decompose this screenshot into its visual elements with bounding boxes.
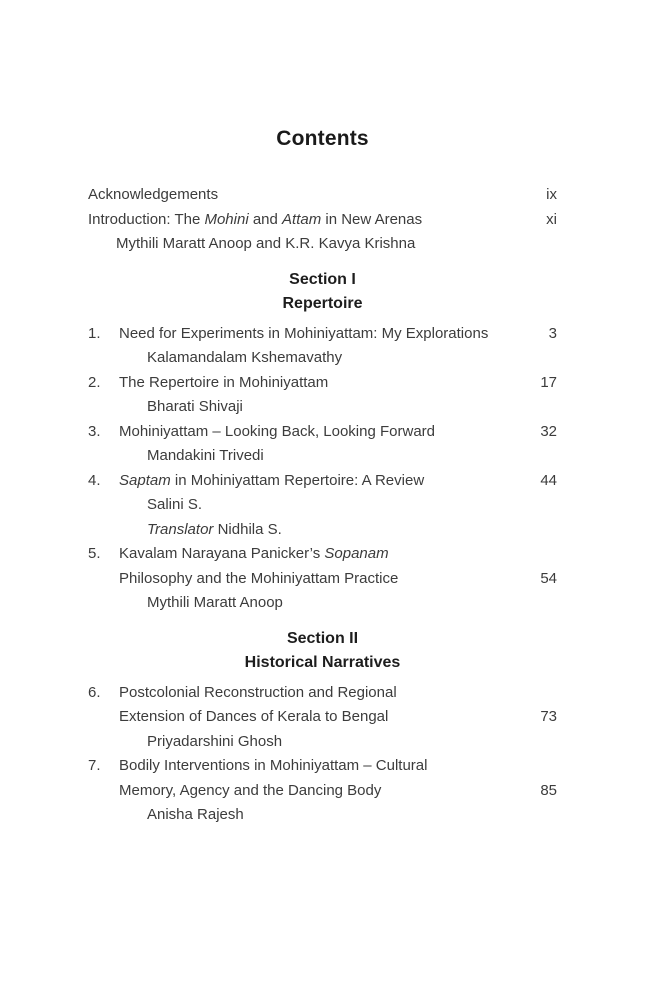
entry-title-line2: Extension of Dances of Kerala to Bengal	[119, 708, 389, 725]
entry-title: The Repertoire in Mohiniyattam	[119, 373, 329, 391]
toc-entry-introduction	[88, 208, 557, 233]
author-line	[88, 444, 557, 469]
entry-title-line2: Memory, Agency and the Dancing Body	[119, 781, 382, 799]
author-line	[88, 803, 557, 828]
toc-entry	[88, 542, 557, 567]
translator-names	[119, 518, 557, 543]
author-names: Mythili Maratt Anoop	[147, 594, 283, 611]
entry-title: Mohiniyattam – Looking Back, Looking Forward	[119, 422, 435, 440]
title-run: and	[248, 210, 283, 228]
page-number: xi	[546, 210, 557, 228]
title-run: in Mohiniyattam Repertoire: A Review	[170, 471, 425, 489]
toc-entry-acknowledgements	[88, 183, 557, 208]
entry-title: Postcolonial Reconstruction and Regional	[119, 683, 397, 701]
author-line	[88, 591, 557, 616]
translator-label: Translator	[147, 520, 214, 538]
toc-entry-continuation	[88, 779, 557, 804]
translator-line	[88, 518, 557, 543]
toc-entry	[88, 754, 557, 779]
translator-name: Nidhila S.	[213, 520, 282, 538]
author-names: Bharati Shivaji	[147, 398, 243, 415]
entry-number: 4.	[88, 471, 101, 489]
author-names: Priyadarshini Ghosh	[147, 732, 283, 750]
entry-number: 1.	[88, 324, 101, 342]
page-number: 17	[540, 373, 557, 391]
author-line	[88, 232, 557, 257]
entry-number: 6.	[88, 683, 101, 701]
page-number: 54	[540, 569, 557, 587]
entry-number: 7.	[88, 757, 101, 774]
author-names: Mythili Maratt Anoop and K.R. Kavya Krishna	[116, 235, 416, 252]
page-number: 85	[540, 781, 557, 799]
entry-number: 5.	[88, 545, 101, 562]
page-number: 44	[540, 471, 557, 489]
toc-entry	[88, 420, 557, 445]
author-names: Kalamandalam Kshemavathy	[147, 349, 343, 366]
toc-entry	[88, 371, 557, 396]
title-run: in New Arenas	[321, 210, 423, 228]
toc-entry	[88, 322, 557, 347]
title-run-italic: Sopanam	[324, 545, 389, 562]
entry-title: Need for Experiments in Mohiniyattam: My Explorations	[119, 324, 489, 342]
toc-entry	[88, 681, 557, 706]
entry-title	[88, 208, 538, 233]
title-run-italic: Mohini	[204, 210, 249, 228]
author-line	[88, 730, 557, 755]
section-heading: Section I	[289, 270, 356, 288]
author-line	[88, 395, 557, 420]
author-names: Salini S.	[147, 496, 203, 513]
page-title: Contents	[276, 127, 369, 150]
section-heading: Section II	[286, 629, 359, 647]
entry-title	[119, 469, 532, 494]
entry-title-line2: Philosophy and the Mohiniyattam Practice	[119, 569, 399, 587]
entry-number: 2.	[88, 373, 101, 391]
author-names: Anisha Rajesh	[147, 806, 244, 823]
toc-entry-continuation	[88, 705, 557, 730]
title-run-italic: Saptam	[119, 471, 171, 489]
entry-number: 3.	[88, 422, 101, 440]
toc-entry-continuation	[88, 567, 557, 592]
title-run: Introduction: The	[88, 210, 205, 228]
section-subheading: Repertoire	[282, 295, 363, 312]
author-line	[88, 493, 557, 518]
title-run-italic: Attam	[282, 210, 322, 228]
entry-title	[119, 542, 557, 567]
toc-entry	[88, 469, 557, 494]
title-run: Kavalam Narayana Panicker’s	[119, 545, 325, 562]
entry-title: Bodily Interventions in Mohiniyattam – Cultural	[119, 757, 428, 774]
section-subheading: Historical Narratives	[244, 654, 401, 671]
entry-title: Acknowledgements	[88, 186, 219, 203]
page-number: 73	[540, 708, 557, 725]
page-number: 32	[540, 422, 557, 440]
author-line	[88, 346, 557, 371]
author-names: Mandakini Trivedi	[147, 447, 264, 464]
page-number: 3	[548, 324, 557, 342]
page-number: ix	[546, 186, 557, 203]
